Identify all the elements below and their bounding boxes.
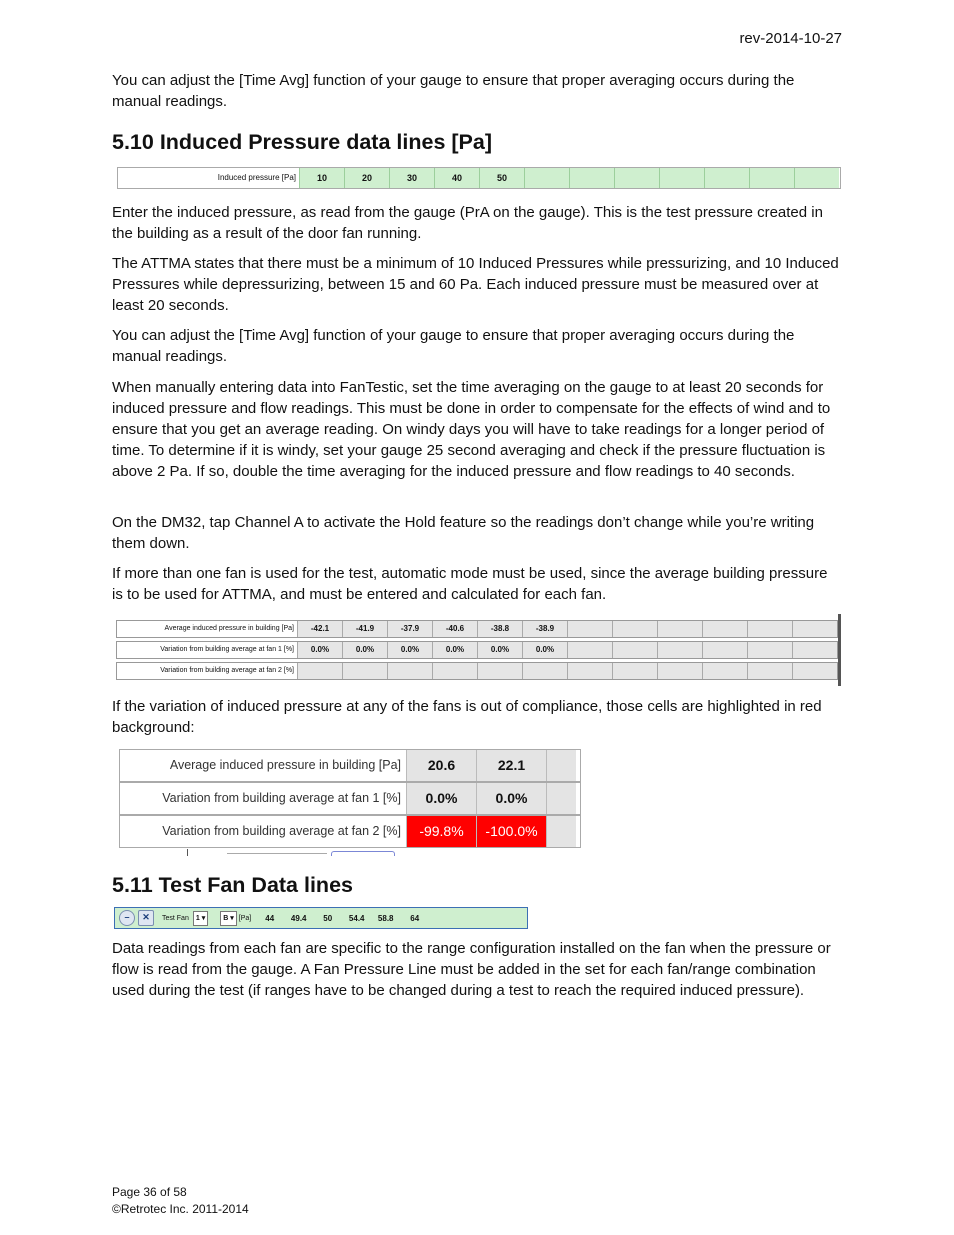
close-icon[interactable]: ✕ — [138, 910, 154, 926]
unit-label: [Pa] — [238, 914, 252, 922]
section-5-11-heading: 5.11 Test Fan Data lines — [112, 873, 353, 897]
page-number: Page 36 of 58 — [112, 1185, 187, 1199]
induced-pressure-cell[interactable]: 10 — [299, 168, 344, 188]
table-tick — [187, 849, 188, 856]
paragraph-red-highlight: If the variation of induced pressure at any of the fans is out of compliance, those cells are highlighted in red background: — [112, 698, 822, 736]
table-cell — [612, 663, 657, 679]
table-cell: -40.6 — [432, 621, 477, 637]
table-cell — [612, 642, 657, 658]
induced-pressure-cell[interactable] — [614, 168, 659, 188]
row-label: Variation from building average at fan 2 [%] — [162, 824, 401, 838]
table-cell — [792, 663, 837, 679]
paragraph-fan-readings: Data readings from each fan are specific to the range configuration installed on the fan when the pressure or flow is read from the gauge. A Fan Pressure Line must be added in the set for each fan/range combination used during the test (if ranges have to be changed during a test to reach the required induced pressure). — [112, 940, 831, 999]
induced-pressure-line — [117, 167, 841, 189]
table-cell — [747, 621, 792, 637]
intro-paragraph: You can adjust the [Time Avg] function of your gauge to ensure that proper averaging occurs during the manual readings. — [112, 72, 795, 110]
paragraph-multi-fan: If more than one fan is used for the test, automatic mode must be used, since the average building pressure is to be used for ATTMA, and must be entered and calculated for each fan. — [112, 565, 828, 603]
table-underline — [227, 853, 327, 854]
chevron-down-icon: ▾ — [230, 914, 234, 922]
table-cell: 0.0% — [522, 642, 567, 658]
paragraph-manual-entry: When manually entering data into FanTestic, set the time averaging on the gauge to at least 20 seconds for induced pressure and flow readings. This must be done in order to compensate for the effects of wind and to ensure that you get an average reading. On windy days you will have to take readings for a longer period of time. To determine if it is windy, set your gauge 25 second averaging and check if the pressure fluctuation is above 2 Pa. If so, double the time averaging for the induced pressure and flow readings to 40 seconds. — [112, 379, 831, 480]
tab-fragment — [331, 851, 395, 856]
table-cell — [567, 642, 612, 658]
table-cell — [747, 663, 792, 679]
row-label: Variation from building average at fan 1 [%] — [160, 646, 294, 653]
section-5-10-heading: 5.10 Induced Pressure data lines [Pa] — [112, 130, 492, 154]
table-cell: 22.1 — [476, 750, 546, 781]
table-cell — [567, 621, 612, 637]
table-cell: -38.8 — [477, 621, 522, 637]
table-cell — [612, 621, 657, 637]
table-cell — [342, 663, 387, 679]
table-cell — [546, 750, 576, 781]
table-cell — [657, 663, 702, 679]
induced-pressure-label: Induced pressure [Pa] — [118, 168, 299, 188]
test-fan-data-line — [114, 907, 528, 929]
variation-table — [119, 749, 581, 849]
induced-pressure-cell[interactable] — [569, 168, 614, 188]
row-label: Average induced pressure in building [Pa] — [169, 758, 401, 772]
induced-pressure-cell[interactable]: 20 — [344, 168, 389, 188]
copyright: ©Retrotec Inc. 2011-2014 — [112, 1202, 249, 1216]
table-cell — [702, 642, 747, 658]
table-row — [119, 749, 581, 782]
fan-value-cell[interactable]: 49.4 — [290, 913, 307, 923]
paragraph-dm32: On the DM32, tap Channel A to activate the Hold feature so the readings don’t change while you’re writing them down. — [112, 514, 815, 552]
table-cell — [546, 783, 576, 814]
fan-number-select[interactable]: 1 ▾ — [193, 911, 208, 926]
table-cell — [297, 663, 342, 679]
table-cell — [477, 663, 522, 679]
table-cell: 20.6 — [406, 750, 476, 781]
table-cell — [522, 663, 567, 679]
table-cell — [432, 663, 477, 679]
table-cell — [702, 621, 747, 637]
table-row — [119, 782, 581, 815]
table-cell — [702, 663, 747, 679]
fan-value-cell[interactable]: 64 — [410, 913, 420, 923]
table-cell — [792, 621, 837, 637]
row-label: Variation from building average at fan 1 [%] — [162, 791, 401, 805]
test-fan-label: Test Fan — [162, 914, 189, 922]
induced-pressure-cell[interactable]: 50 — [479, 168, 524, 188]
table-cell: -100.0% — [476, 816, 546, 847]
table-cell: -38.9 — [522, 621, 567, 637]
row-label: Average induced pressure in building [Pa] — [164, 625, 294, 632]
table-cell: -41.9 — [342, 621, 387, 637]
table-cell: -42.1 — [297, 621, 342, 637]
fan-value-cell[interactable]: 50 — [323, 913, 333, 923]
induced-pressure-cell[interactable] — [524, 168, 569, 188]
table-cell — [792, 642, 837, 658]
paragraph-time-avg: You can adjust the [Time Avg] function of your gauge to ensure that proper averaging occurs during the manual readings. — [112, 327, 795, 365]
fan-value-cell[interactable]: 44 — [265, 913, 275, 923]
table-row — [116, 662, 838, 680]
table-cell — [657, 642, 702, 658]
minus-circle-icon[interactable]: – — [119, 910, 135, 926]
revision-label: rev-2014-10-27 — [739, 30, 842, 47]
table-row — [116, 620, 838, 638]
paragraph-enter-induced: Enter the induced pressure, as read from the gauge (PrA on the gauge). This is the test pressure created in the building as a result of the door fan running. — [112, 204, 823, 242]
table-cell: 0.0% — [297, 642, 342, 658]
row-label: Variation from building average at fan 2 [%] — [160, 667, 294, 674]
paragraph-attma: The ATTMA states that there must be a minimum of 10 Induced Pressures while pressurizing, and 10 Induced Pressures while depressurizing, between 15 and 60 Pa. Each induced pressure must be measured over at least 20 seconds. — [112, 255, 839, 314]
induced-pressure-cell[interactable] — [659, 168, 704, 188]
building-average-table — [116, 620, 838, 684]
table-cell — [657, 621, 702, 637]
table-cell — [546, 816, 576, 847]
table-cell — [387, 663, 432, 679]
table-cell: 0.0% — [387, 642, 432, 658]
table-cell — [567, 663, 612, 679]
induced-pressure-cell[interactable]: 30 — [389, 168, 434, 188]
fan-value-cell[interactable]: 54.4 — [348, 913, 365, 923]
table-cell: 0.0% — [342, 642, 387, 658]
table-cell: -99.8% — [406, 816, 476, 847]
table-cell: 0.0% — [406, 783, 476, 814]
table-cell: 0.0% — [477, 642, 522, 658]
table-edge-divider — [838, 614, 841, 686]
table-cell — [747, 642, 792, 658]
induced-pressure-cell[interactable] — [704, 168, 749, 188]
induced-pressure-cell[interactable] — [749, 168, 794, 188]
table-cell: 0.0% — [476, 783, 546, 814]
table-row — [119, 815, 581, 848]
induced-pressure-cell[interactable]: 40 — [434, 168, 479, 188]
table-cell: -37.9 — [387, 621, 432, 637]
table-row — [116, 641, 838, 659]
fan-value-cell[interactable]: 58.8 — [377, 913, 394, 923]
induced-pressure-cell[interactable] — [794, 168, 839, 188]
chevron-down-icon: ▾ — [201, 914, 206, 922]
table-cell: 0.0% — [432, 642, 477, 658]
range-select[interactable]: B ▾ — [220, 911, 237, 926]
